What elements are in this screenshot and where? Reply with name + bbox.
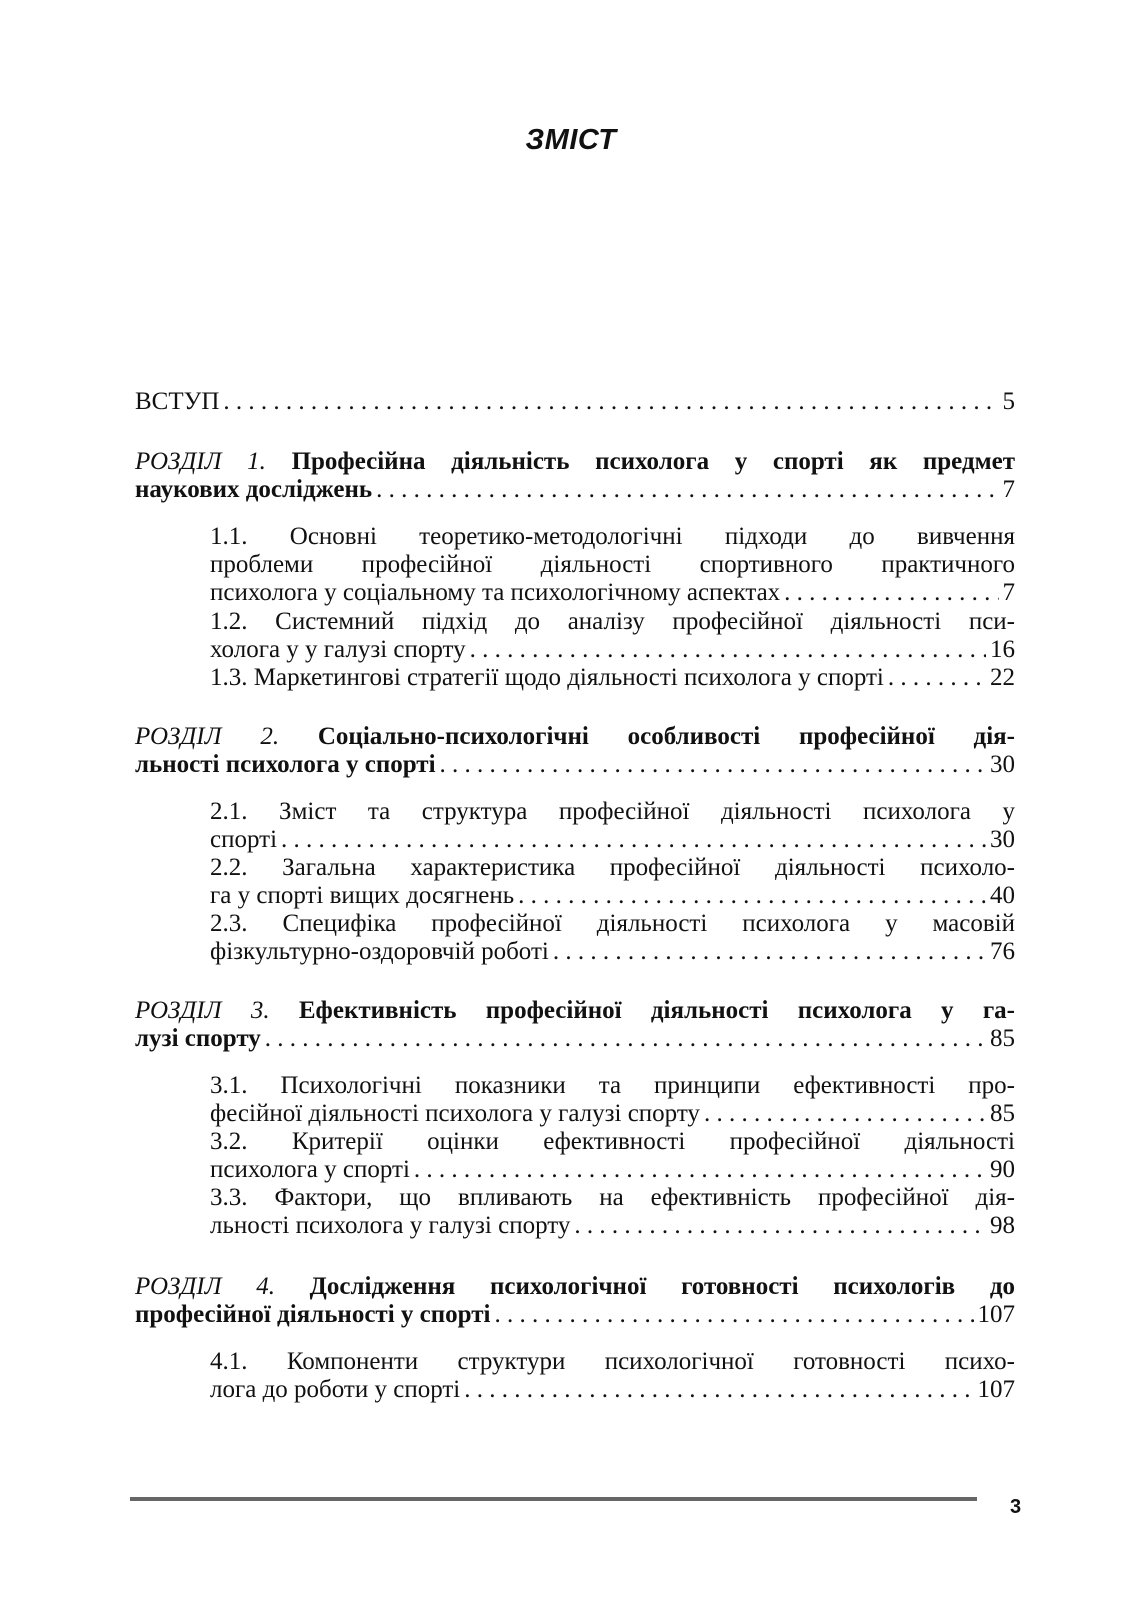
chapter-title: Професійна діяльність психолога у спорті як предмет [291,448,1015,475]
chapter-title-cont: професійної діяльності у спорті [135,1301,491,1328]
chapter-title: Ефективність професійної діяльності психолога у га- [298,997,1015,1024]
chapter-label: РОЗДІЛ 1. [135,448,266,475]
toc-page-number: 85 [990,1100,1015,1127]
chapter-title-cont: лузі спорту [135,1025,261,1052]
chapter-label: РОЗДІЛ 3. [135,997,270,1024]
toc-page-number: 7 [1002,579,1015,606]
toc-section-2-3[interactable]: 2.3. Специфіка професійної діяльності психолога у масовій фізкультурно-оздоровчій роботі . . . 76 [210,910,1015,966]
page-title: ЗМІСТ [525,124,617,156]
toc-page-number: 5 [1002,388,1015,415]
footer-divider [130,1497,977,1501]
toc-page-number: 76 [990,938,1015,965]
toc-section-1-2[interactable]: 1.2. Системний підхід до аналізу професійної діяльності пси- холога у у галузі спорту . . . 16 [210,608,1015,664]
toc-chapter-3[interactable] [135,997,1015,1053]
toc-page-number: 85 [990,1025,1015,1052]
toc-entry-intro[interactable] [135,388,1015,416]
toc-page-number: 30 [990,751,1015,778]
toc-section-4-1[interactable]: 4.1. Компоненти структури психологічної готовності психо- лога до роботи у спорті . . . 107 [210,1348,1015,1404]
chapter-title: Дослідження психологічної готовності психологів до [309,1273,1016,1300]
toc-section-3-2[interactable]: 3.2. Критерії оцінки ефективності професійної діяльності психолога у спорті . . . 90 [210,1128,1015,1184]
toc-section-2-1[interactable]: 2.1. Зміст та структура професійної діяльності психолога у спорті . . . 30 [210,798,1015,854]
chapter-label: РОЗДІЛ 2. [135,723,280,750]
toc-page-number: 40 [990,882,1015,909]
toc-section-1-3[interactable]: 1.3. Маркетингові стратегії щодо діяльності психолога у спорті . . . 22 [210,664,1015,692]
toc-page-number: 98 [990,1212,1015,1239]
chapter-title: Соціально-психологічні особливості професійної дія- [317,723,1015,750]
chapter-title-cont: наукових досліджень [135,476,373,503]
toc-page-number: 107 [977,1301,1015,1328]
chapter-label: РОЗДІЛ 4. [135,1273,275,1300]
toc-page-number: 16 [990,636,1015,663]
toc-section-3-1[interactable]: 3.1. Психологічні показники та принципи ефективності про- фесійної діяльності психолога у галузі спорту . . . 85 [210,1072,1015,1128]
toc-chapter-1[interactable] [135,448,1015,504]
toc-page-number: 30 [990,826,1015,853]
toc-chapter-4[interactable] [135,1273,1015,1329]
chapter-title-cont: льності психолога у спорті [135,751,436,778]
toc-page-number: 7 [1002,476,1015,503]
toc-entry-text: ВСТУП [135,388,220,415]
toc-chapter-2[interactable] [135,723,1015,779]
toc-page-number: 90 [990,1156,1015,1183]
toc-page-number: 22 [990,664,1015,691]
page-number: 3 [1010,1496,1022,1518]
toc-section-3-3[interactable]: 3.3. Фактори, що впливають на ефективність професійної дія- льності психолога у галузі спорту . . . 98 [210,1184,1015,1240]
toc-section-2-2[interactable]: 2.2. Загальна характеристика професійної діяльності психоло- га у спорті вищих досягнень . . . 40 [210,854,1015,910]
toc-section-1-1[interactable]: 1.1. Основні теоретико-методологічні підходи до вивчення проблеми професійної діяльності спортивного практичного психолога у соціальному та психологічному аспектах . . . 7 [210,523,1015,607]
toc-page-number: 107 [977,1376,1015,1403]
